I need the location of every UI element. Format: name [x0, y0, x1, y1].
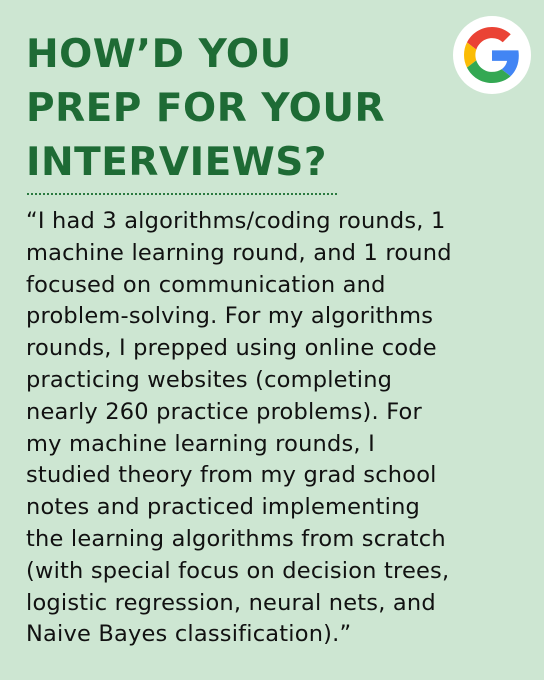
quote-line: the learning algorithms from scratch: [26, 525, 446, 552]
quote-line: problem-solving. For my algorithms: [26, 303, 434, 330]
quote-line: studied theory from my grad school: [26, 462, 437, 489]
google-logo-badge: [453, 16, 531, 94]
quote-line: focused on communication and: [26, 271, 386, 298]
quote-line: Naive Bayes classification).”: [26, 621, 352, 648]
quote-line: notes and practiced implementing: [26, 494, 421, 521]
headline-line: INTERVIEWS?: [26, 140, 327, 185]
quote-line: “I had 3 algorithms/coding rounds, 1: [26, 208, 446, 234]
headline: [26, 28, 446, 190]
headline-line: HOW’D YOU: [26, 32, 292, 77]
quote-line: machine learning round, and 1 round: [26, 239, 452, 266]
quote-line: rounds, I prepped using online code: [26, 335, 437, 362]
quote-line: my machine learning rounds, I: [26, 430, 375, 457]
google-g-icon: [464, 27, 520, 83]
quote-line: nearly 260 practice problems). For: [26, 398, 422, 425]
dotted-divider: [27, 193, 337, 195]
quote-line: practicing websites (completing: [26, 366, 393, 393]
headline-line: PREP FOR YOUR: [26, 86, 386, 131]
quote-line: (with special focus on decision trees,: [26, 557, 450, 584]
quote-text: [26, 206, 526, 651]
quote-line: logistic regression, neural nets, and: [26, 589, 436, 616]
